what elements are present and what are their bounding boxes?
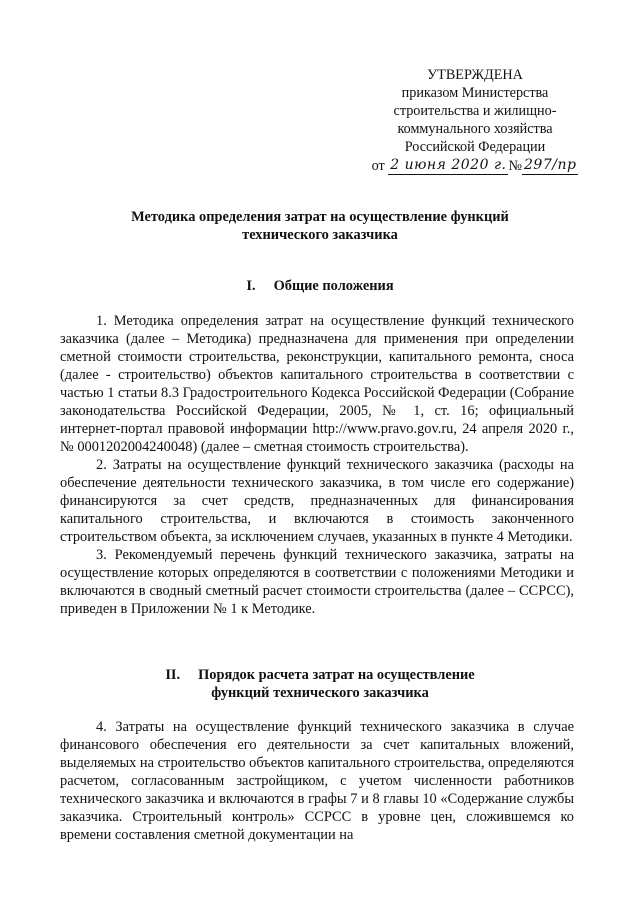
section-2-body <box>60 718 574 844</box>
number-prefix: № <box>508 158 523 174</box>
title-line: Методика определения затрат на осуществление функций <box>131 209 509 225</box>
order-date-number <box>360 156 590 175</box>
section-2-heading <box>60 666 580 702</box>
heading-line: II. Порядок расчета затрат на осуществление <box>165 667 475 683</box>
handwritten-number: 297/пр <box>524 157 577 173</box>
date-prefix: от <box>371 158 385 174</box>
paragraph: 2. Затраты на осуществление функций технического заказчика (расходы на обеспечение деятельности технического заказчика, в том числе его содержание) финансируются за счет средств, предназначенных для финансирования капитального строительства, и включаются в стоимость законченного строительством объекта, за исключением случаев, указанных в пункте 4 Методики. <box>60 457 574 545</box>
heading-line: функций технического заказчика <box>211 685 429 701</box>
approval-line: коммунального хозяйства <box>397 121 553 137</box>
approval-line: приказом Министерства <box>401 85 549 101</box>
approval-line: строительства и жилищно- <box>393 103 557 119</box>
approval-line: Российской Федерации <box>404 139 546 155</box>
section-1-heading: I. Общие положения <box>246 278 394 294</box>
handwritten-date: 2 июня 2020 г. <box>390 157 507 173</box>
paragraph: 3. Рекомендуемый перечень функций технического заказчика, затраты на осуществление которых определяются в соответствии с положениями Методики и включаются в сводный сметный расчет стоимости строительства (далее – ССРСС), приведен в Приложении № 1 к Методике. <box>60 547 574 617</box>
approval-title: УТВЕРЖДЕНА <box>427 67 523 83</box>
paragraph: 4. Затраты на осуществление функций технического заказчика в случае финансового обеспечения его деятельности за счет капитальных вложений, выделяемых на строительство объектов капитального строительства, определяются расчетом, согласованным застройщиком, с учетом численности работников технического заказчика и включаются в графы 7 и 8 главы 10 «Содержание службы заказчика. Строительный контроль» ССРСС в уровне цен, сложившемся ко времени составления сметной документации на <box>60 719 575 843</box>
paragraph: 1. Методика определения затрат на осуществление функций технического заказчика (далее – Методика) предназначена для применения при определении сметной стоимости строительства, реконструкции, капитального ремонта, сноса (далее - строительство) объектов капитального строительства в соответствии с частью 1 статьи 8.3 Градостроительного Кодекса Российской Федерации (Собрание законодательства Российской Федерации, 2005, № 1, ст. 16; официальный интернет-портал правовой информации http://www.pravo.gov.ru, 24 апреля 2020 г., № 0001202004240048) (далее – сметная стоимость строительства). <box>60 313 574 455</box>
section-1-body <box>60 312 574 618</box>
title-line: технического заказчика <box>242 227 398 243</box>
document-title <box>60 208 580 244</box>
approval-block <box>360 66 590 175</box>
